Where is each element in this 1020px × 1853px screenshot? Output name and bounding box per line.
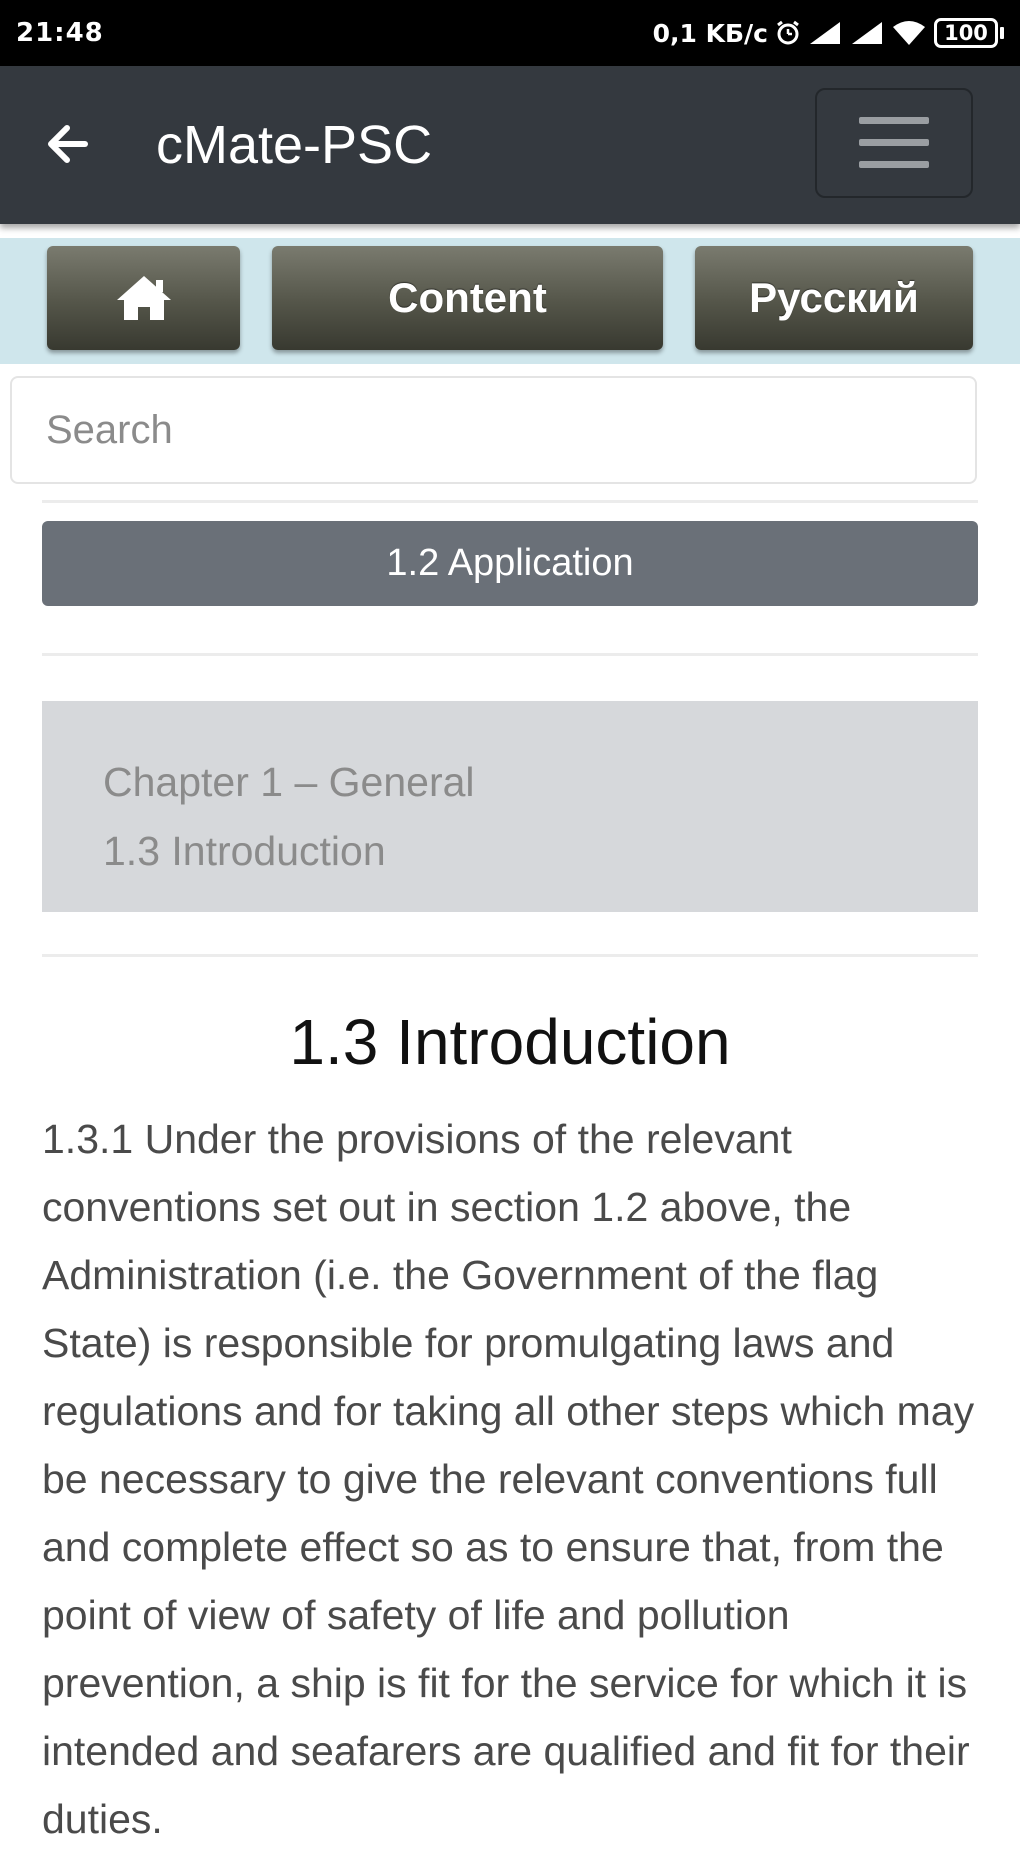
content-button[interactable]: Content	[272, 246, 663, 350]
home-icon	[115, 274, 173, 322]
battery-level: 100	[934, 18, 998, 48]
divider	[42, 954, 978, 957]
article-title: 1.3 Introduction	[289, 1006, 731, 1078]
status-time: 21:48	[16, 18, 104, 48]
breadcrumb-chapter: Chapter 1 – General	[103, 759, 475, 805]
signal-icon	[850, 20, 884, 46]
menu-button[interactable]	[815, 88, 973, 198]
hamburger-menu-icon	[859, 115, 929, 171]
back-button[interactable]	[34, 111, 100, 177]
network-speed: 0,1 KБ/c	[652, 18, 768, 48]
wifi-icon	[892, 20, 926, 46]
battery-icon	[934, 18, 1004, 48]
alarm-icon	[776, 20, 800, 46]
previous-section-button[interactable]: 1.2 Application	[42, 521, 978, 606]
breadcrumb	[42, 701, 978, 912]
status-bar	[0, 0, 1020, 66]
divider	[42, 653, 978, 656]
article-body: 1.3.1 Under the provisions of the relevant conventions set out in section 1.2 above, the Administration (i.e. the Government of the flag State) is responsible for promulgating laws and regulations and for taking all other steps which may be necessary to give the relevant conventions full and complete effect so as to ensure that, from the point of view of safety of life and pollution prevention, a ship is fit for the service for which it is intended and seafarers are qualified and fit for their duties.	[42, 1116, 975, 1842]
home-button[interactable]	[47, 246, 240, 350]
nav-bar	[0, 238, 1020, 364]
app-bar	[0, 66, 1020, 224]
language-button[interactable]: Русский	[695, 246, 973, 350]
app-title: cMate-PSC	[156, 115, 433, 175]
arrow-left-icon	[45, 124, 89, 164]
status-icons	[653, 18, 1004, 48]
divider	[42, 500, 978, 503]
search-input[interactable]	[10, 376, 977, 484]
breadcrumb-section: 1.3 Introduction	[103, 828, 386, 874]
signal-icon	[808, 20, 842, 46]
